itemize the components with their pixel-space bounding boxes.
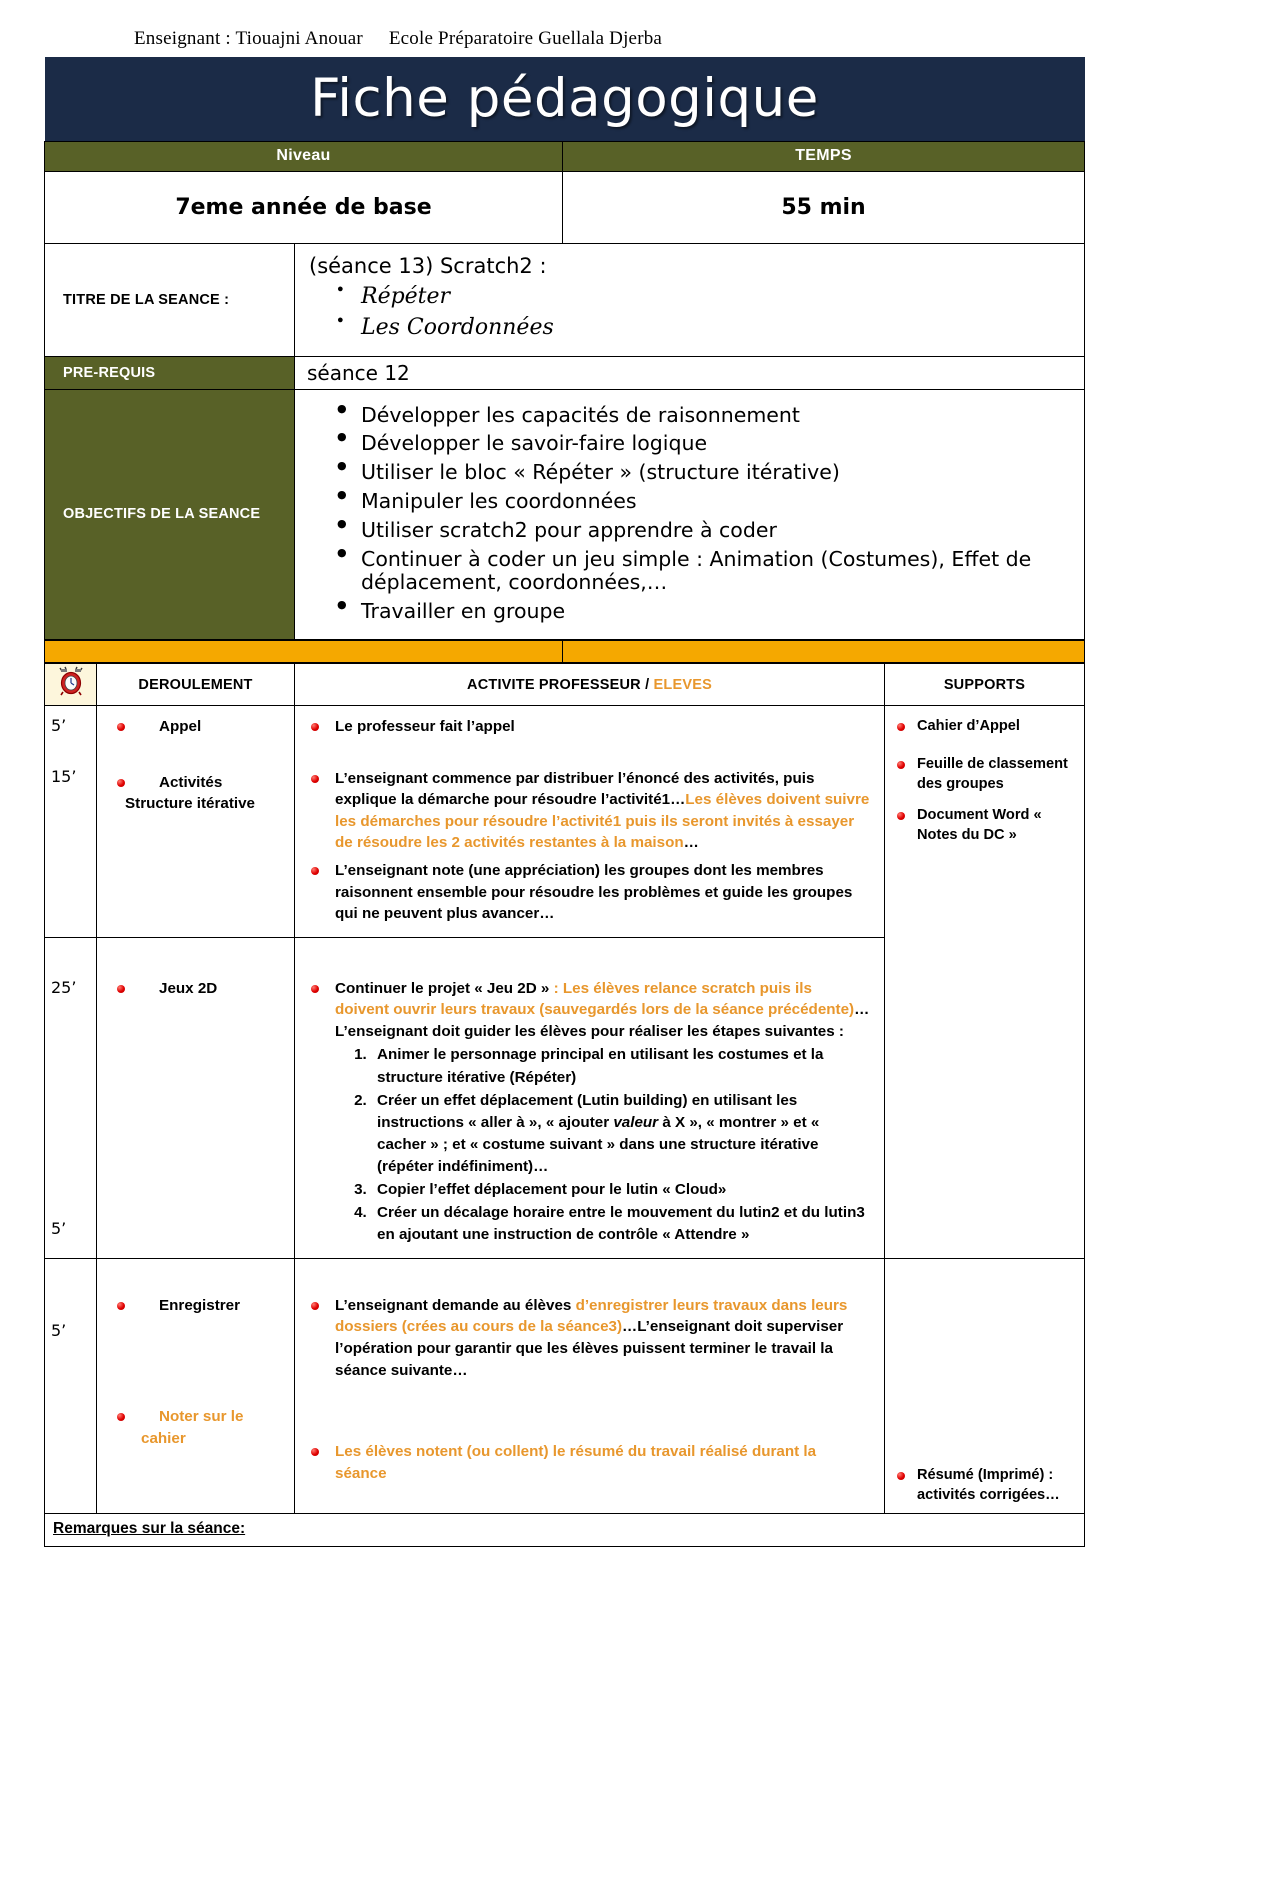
activity-cell-group3 xyxy=(295,1258,885,1513)
time-cell-group2 xyxy=(45,937,97,1258)
remarks-cell xyxy=(45,1514,1085,1547)
niveau-temps-value-row xyxy=(45,171,1085,243)
time-value: 5’ xyxy=(51,1320,67,1340)
prerequis-label: PRE-REQUIS xyxy=(45,356,295,389)
list-item: 4. Créer un décalage horaire entre le mouvement du lutin2 et du lutin3 en ajoutant une instruction de contrôle « Attendre » xyxy=(371,1202,870,1246)
list-item: ● Utiliser le bloc « Répéter » (structure itérative) xyxy=(307,461,1074,484)
activity-cell-group2 xyxy=(295,937,885,1258)
time-value: 25’ xyxy=(51,977,77,997)
activity-list xyxy=(305,978,870,1246)
deroulement-cell-group1 xyxy=(97,706,295,938)
list-item: Le professeur fait l’appel xyxy=(305,716,870,738)
niveau-value: 7eme année de base xyxy=(45,171,563,243)
list-item: Document Word « Notes du DC » xyxy=(891,805,1076,845)
niveau-header: Niveau xyxy=(45,141,563,171)
list-item: Résumé (Imprimé) : activités corrigées… xyxy=(891,1465,1076,1505)
temps-value: 55 min xyxy=(563,171,1085,243)
list-item: L’enseignant commence par distribuer l’énoncé des activités, puis explique la démarche pour résoudre l’activité1…Les élèves doivent suivre les démarches pour résoudre l’activité1 puis ils seront invités à essayer de résoudre les 2 activités restantes à la maison… xyxy=(305,768,870,854)
activity-list xyxy=(305,1441,870,1484)
header-info-table xyxy=(44,57,1085,640)
activity-steps-list xyxy=(335,1044,870,1245)
teacher-school-line xyxy=(22,0,1258,57)
list-item: L’enseignant note (une appréciation) les groupes dont les membres raisonnent ensemble pour résoudre les problèmes et guide les groupes qui ne peuvent plus avancer… xyxy=(305,860,870,925)
titre-item-list xyxy=(307,284,1074,340)
table-row xyxy=(45,706,1085,938)
teacher-name: Enseignant : Tiouajni Anouar xyxy=(134,28,363,49)
list-item: ● Utiliser scratch2 pour apprendre à coder xyxy=(307,519,1074,542)
time-cell-group1 xyxy=(45,706,97,938)
deroulement-list xyxy=(111,1295,290,1317)
list-item: Les élèves notent (ou collent) le résumé du travail réalisé durant la séance xyxy=(305,1441,870,1484)
title-band-cell xyxy=(45,57,1085,141)
col-header-deroulement: DEROULEMENT xyxy=(97,664,295,706)
list-item: ● Répéter xyxy=(307,284,1074,309)
table-row xyxy=(45,1258,1085,1513)
list-item: 1. Animer le personnage principal en utilisant les costumes et la structure itérative (Répéter) xyxy=(371,1044,870,1088)
supports-list xyxy=(891,716,1076,845)
objectifs-list xyxy=(307,404,1074,624)
supports-cell-bottom xyxy=(885,1258,1085,1513)
list-item: ● Travailler en groupe xyxy=(307,600,1074,623)
deroulement-list xyxy=(111,978,290,1000)
supports-list xyxy=(891,1465,1076,1505)
activity-table-header-row xyxy=(45,664,1085,706)
orange-separator-band xyxy=(44,640,1085,663)
deroulement-list xyxy=(111,1406,290,1449)
supports-cell-top xyxy=(885,706,1085,1259)
orange-band-right xyxy=(563,641,1085,663)
titre-seance-value xyxy=(295,243,1085,356)
list-item: ● Continuer à coder un jeu simple : Animation (Costumes), Effet de déplacement, coordonnées,… xyxy=(307,548,1074,594)
list-item: ● Développer les capacités de raisonnement xyxy=(307,404,1074,427)
page-title: Fiche pédagogique xyxy=(310,68,819,130)
list-item: L’enseignant demande au élèves d’enregistrer leurs travaux dans leurs dossiers (crées au cours de la séance3)…L’enseignant doit superviser l’opération pour garantir que les élèves puissent terminer le travail la séance suivante… xyxy=(305,1295,870,1381)
deroulement-list xyxy=(111,716,290,738)
niveau-temps-header-row xyxy=(45,141,1085,171)
deroulement-cell-group3 xyxy=(97,1258,295,1513)
list-item: Continuer le projet « Jeu 2D » : Les élèves relance scratch puis ils doivent ouvrir leurs travaux (sauvegardés lors de la séance précédente)… L’enseignant doit guider les élèves pour réaliser les étapes suivantes : 1. Animer le personnage principal en utilisant les costumes et la structure itérative (Répéter) 2. Créer un effet déplacement (Lutin building) en utilisant les instructions « aller à », « ajouter valeur à X », « montrer » et « cacher » ; et « costume suivant » dans une structure itérative (répéter indéfiniment)… 3. Copier l’effet déplacement pour le lutin « Cloud» 4. Créer un décalage horaire entre le mouvement du lutin2 et du lutin3 en ajoutant une instruction de contrôle « Attendre » xyxy=(305,978,870,1246)
col-header-activite-prof: ACTIVITE PROFESSEUR / xyxy=(467,676,654,693)
col-header-supports: SUPPORTS xyxy=(885,664,1085,706)
time-value: 5’ xyxy=(51,716,67,736)
list-item: ● Manipuler les coordonnées xyxy=(307,490,1074,513)
objectifs-value xyxy=(295,389,1085,640)
school-name: Ecole Préparatoire Guellala Djerba xyxy=(388,28,663,49)
list-item: 3. Copier l’effet déplacement pour le lutin « Cloud» xyxy=(371,1179,870,1201)
deroulement-list xyxy=(111,772,290,815)
title-row xyxy=(45,57,1085,141)
remarks-row xyxy=(45,1514,1085,1547)
temps-header: TEMPS xyxy=(563,141,1085,171)
remarks-label: Remarques sur la séance: xyxy=(53,1520,246,1538)
deroulement-subtitle: Structure itérative xyxy=(125,795,255,813)
titre-seance-label: TITRE DE LA SEANCE : xyxy=(45,243,295,356)
list-item: ● Les Coordonnées xyxy=(307,315,1074,340)
orange-band-left xyxy=(45,641,563,663)
deroulement-cell-group2 xyxy=(97,937,295,1258)
prerequis-value: séance 12 xyxy=(295,356,1085,389)
titre-seance-row xyxy=(45,243,1085,356)
activity-list xyxy=(305,768,870,925)
list-item: Enregistrer xyxy=(111,1295,290,1317)
time-value: 5’ xyxy=(51,1218,67,1238)
objectifs-row xyxy=(45,389,1085,640)
time-cell-group3 xyxy=(45,1258,97,1513)
list-item: Activités Structure itérative xyxy=(111,772,290,815)
activity-table xyxy=(44,663,1085,1547)
alarm-clock-icon xyxy=(45,664,97,706)
list-item: Appel xyxy=(111,716,290,738)
list-item: Noter sur le cahier xyxy=(111,1406,290,1449)
col-header-activite-eleves: ELEVES xyxy=(653,676,712,693)
list-item: Feuille de classement des groupes xyxy=(891,754,1076,794)
activity-cell-group1 xyxy=(295,706,885,938)
titre-heading: (séance 13) Scratch2 : xyxy=(309,253,547,278)
list-item: ● Développer le savoir-faire logique xyxy=(307,432,1074,455)
time-value: 15’ xyxy=(51,767,77,787)
list-item: Cahier d’Appel xyxy=(891,716,1076,736)
prerequis-row xyxy=(45,356,1085,389)
list-item: Jeux 2D xyxy=(111,978,290,1000)
objectifs-label: OBJECTIFS DE LA SEANCE xyxy=(45,389,295,640)
alarm-clock-icon-svg xyxy=(58,666,84,696)
col-header-activite xyxy=(295,664,885,706)
activity-list xyxy=(305,716,870,738)
list-item: 2. Créer un effet déplacement (Lutin building) en utilisant les instructions « aller à », « ajouter valeur à X », « montrer » et « cacher » ; et « costume suivant » dans une structure itérative (répéter indéfiniment)… xyxy=(371,1090,870,1178)
activity-list xyxy=(305,1295,870,1381)
